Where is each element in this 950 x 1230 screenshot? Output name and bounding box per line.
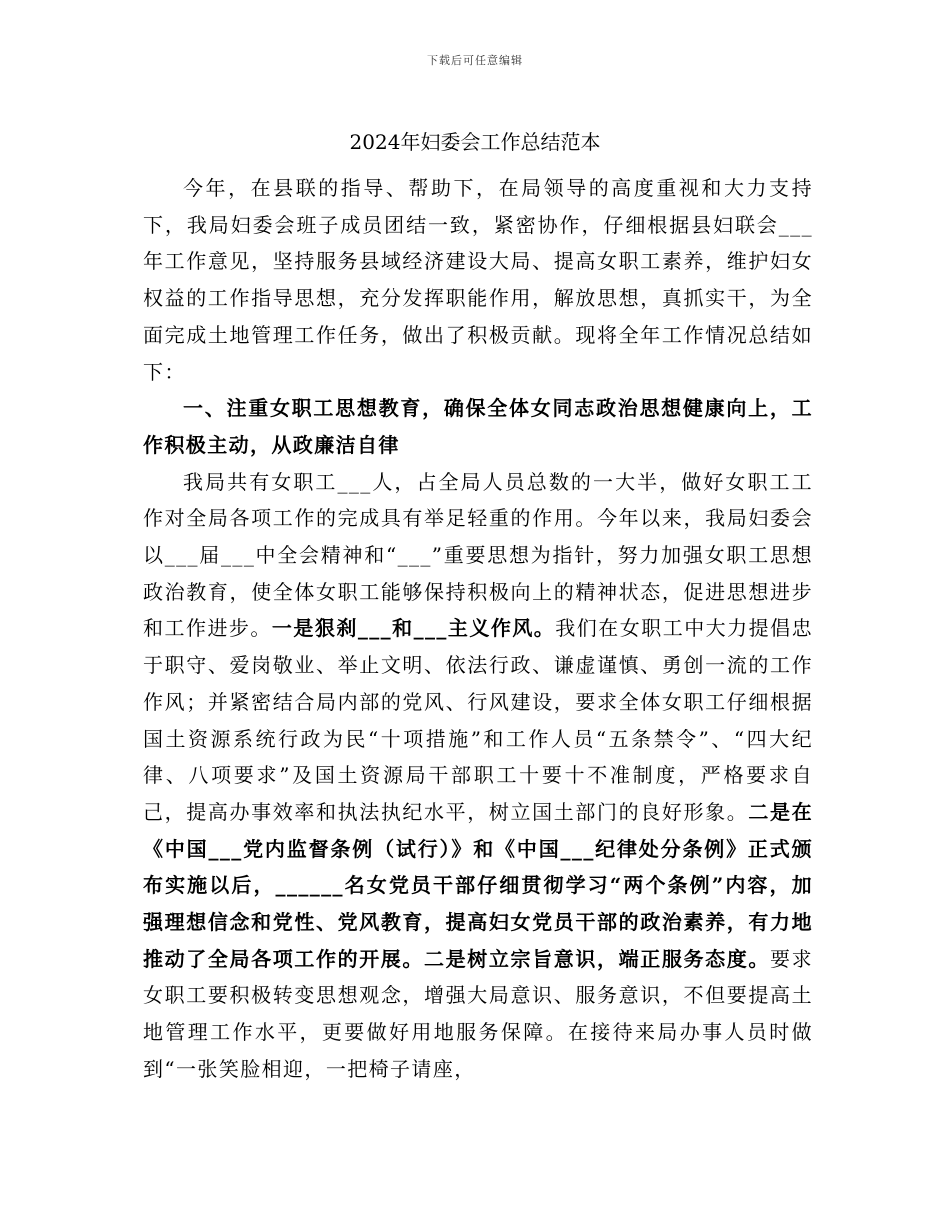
section-1-text-a: 我局共有女职工___人，占全局人员总数的一大半，做好女职工工作对全局各项工作的完成具有举足轻重的作用。今年以来，我局妇委会以___届___中全会精神和“___”重要思想为指针，努力加强女职工思想政治教育，使全体女职工能够保持积极向上的精神状态，促进思想进步和工作进步。 [143,469,813,641]
section-1-text-c: 我们在女职工中大力提倡忠于职守、爱岗敬业、举止文明、依法行政、谦虚谨慎、勇创一流的工作作风；并紧密结合局内部的党风、行风建设，要求全体女职工仔细根据国土资源系统行政为民“十项措施”和工作人员“五条禁令”、“四大纪律、八项要求”及国土资源局干部职工十要十不准制度，严格要求自己，提高办事效率和执法执纪水平，树立国土部门的良好形象。 [143,616,813,824]
header-note: 下载后可任意编辑 [427,54,523,67]
section-1-text-e: 要求女职工要积极转变思想观念，增强大局意识、服务意识，不但要提高土地管理工作水平，更要做好用地服务保障。在接待来局办事人员时做到“一张笑脸相迎，一把椅子请座， [143,946,813,1081]
section-1-bold-point-2: 二是在《中国___党内监督条例（试行）》和《中国___纪律处分条例》正式颁布实施以后，______名女党员干部仔细贯彻学习“两个条例”内容，加强理想信念和党性、党风教育，提高妇女党员干部的政治素养，有力地推动了全局各项工作的开展。二是树立宗旨意识，端正服务态度。 [143,799,813,971]
section-1-paragraph [143,464,813,1088]
intro-paragraph: 今年，在县联的指导、帮助下，在局领导的高度重视和大力支持下，我局妇委会班子成员团结一致，紧密协作，仔细根据县妇联会___年工作意见，坚持服务县域经济建设大局、提高女职工素养，维护妇女权益的工作指导思想，充分发挥职能作用，解放思想，真抓实干，为全面完成土地管理工作任务，做出了积极贡献。现将全年工作情况总结如下： [143,176,813,384]
document-body [143,170,813,1088]
section-1-bold-point-1: 一是狠刹___和___主义作风。 [271,616,556,641]
section-heading-1: 一、注重女职工思想教育，确保全体女同志政治思想健康向上，工作积极主动，从政廉洁自律 [143,396,813,457]
document-title: 2024年妇委会工作总结范本 [349,130,601,154]
